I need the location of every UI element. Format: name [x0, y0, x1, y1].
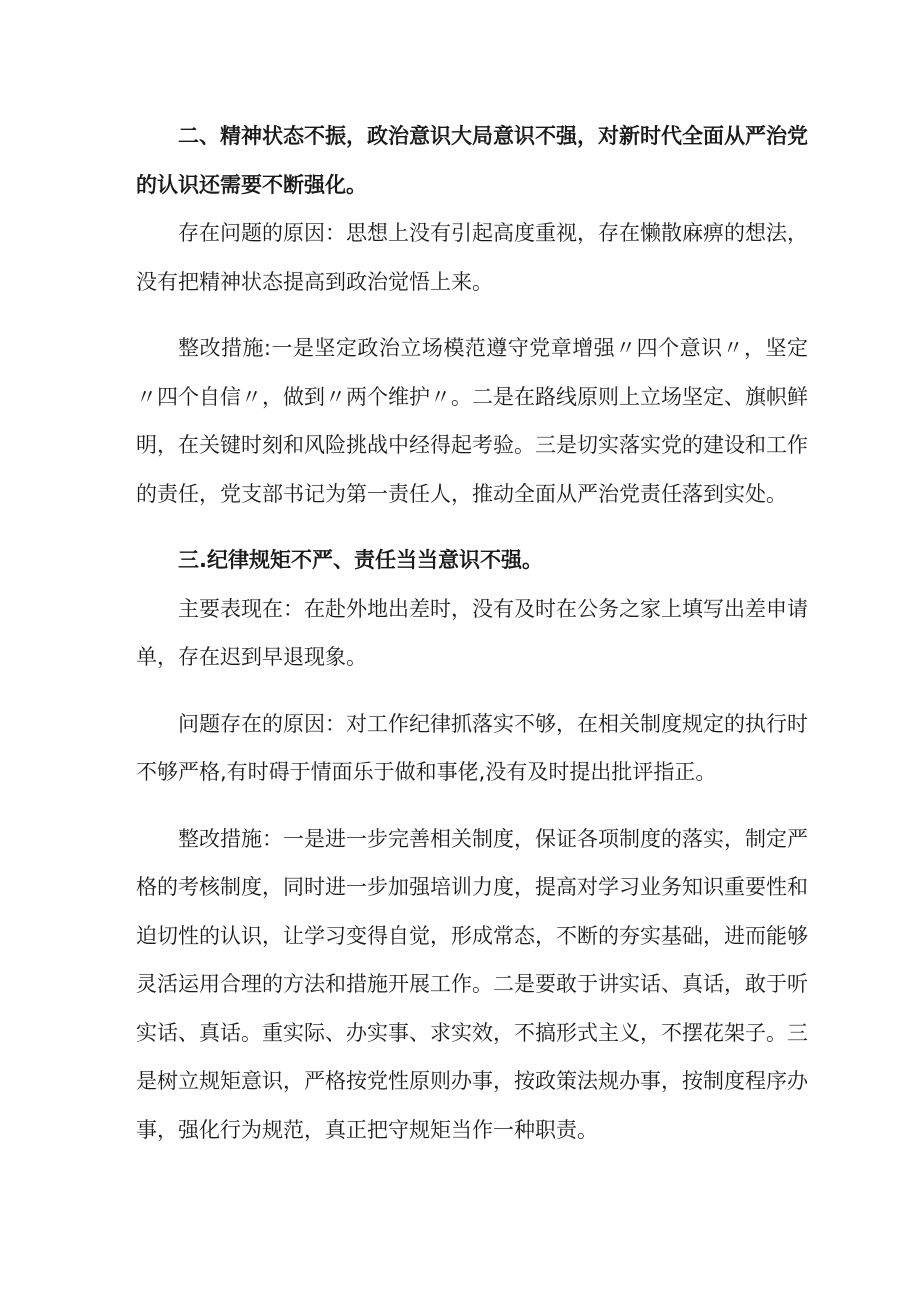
paragraph-cause: 问题存在的原因：对工作纪律抓落实不够，在相关制度规定的执行时不够严格,有时碍于情面乐于做和事佬,没有及时提出批评指正。	[136, 711, 808, 784]
paragraph-gap	[136, 518, 808, 536]
paragraph-measures: 整改措施:一是坚定政治立场模范遵守党章增强〃四个意识〃，坚定〃四个自信〃，做到〃两个维护〃。二是在路线原则上立场坚定、旗帜鲜明，在关键时刻和风险挑战中经得起考验。三是切实落实党的建设和工作的责任，党支部书记为第一责任人，推动全面从严治党责任落到实处。	[136, 336, 808, 506]
paragraph-cause: 存在问题的原因：思想上没有引起高度重视，存在懒散麻痹的想法，没有把精神状态提高到政治觉悟上来。	[136, 221, 808, 294]
paragraph-gap	[136, 797, 808, 815]
section-heading-2: 二、精神状态不振，政治意识大局意识不强，对新时代全面从严治党的认识还需要不断强化。	[136, 124, 808, 197]
section-heading-3: 三.纪律规矩不严、责任当当意识不强。	[178, 548, 543, 572]
paragraph-manifestation: 主要表现在：在赴外地出差时，没有及时在公务之家上填写出差申请单，存在迟到早退现象。	[136, 596, 808, 669]
paragraph-measures: 整改措施：一是进一步完善相关制度，保证各项制度的落实，制定严格的考核制度，同时进一步加强培训力度，提高对学习业务知识重要性和迫切性的认识，让学习变得自觉，形成常态，不断的夯实基础，进而能够灵活运用合理的方法和措施开展工作。二是要敢于讲实话、真话，敢于听实话、真话。重实际、办实事、求实效，不搞形式主义，不摆花架子。三是树立规矩意识，严格按党性原则办事，按政策法规办事，按制度程序办事，强化行为规范，真正把守规矩当作一种职责。	[136, 826, 808, 1142]
paragraph-gap	[136, 682, 808, 700]
paragraph-gap	[136, 306, 808, 324]
document-body	[136, 112, 808, 1154]
